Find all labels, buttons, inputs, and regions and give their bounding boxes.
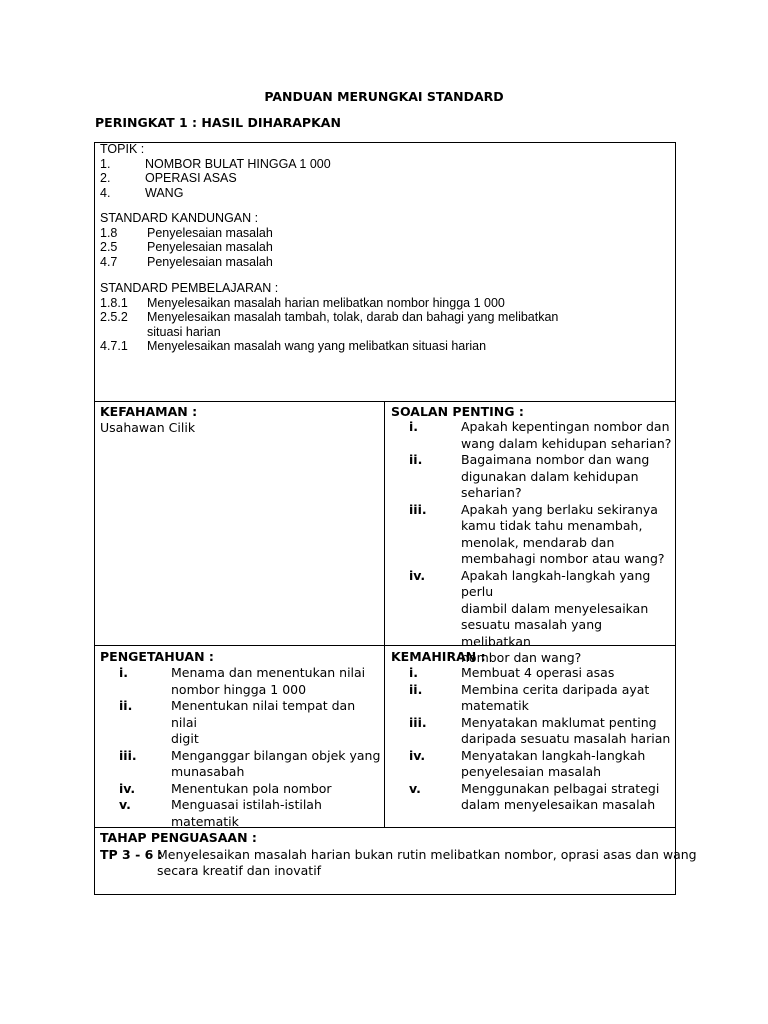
topik-label: TOPIK : xyxy=(100,142,145,156)
document-title: PANDUAN MERUNGKAI STANDARD xyxy=(264,89,504,104)
pembelajaran-item: 4.7.1 Menyelesaikan masalah wang yang melibatkan situasi harian xyxy=(100,339,487,353)
standard-pembelajaran-label: STANDARD PEMBELAJARAN : xyxy=(100,281,279,295)
list-item: i. Menama dan menentukan nilai nombor hingga 1 000 xyxy=(119,665,366,697)
list-item: ii. Membina cerita daripada ayat matematik xyxy=(409,681,650,713)
topik-section xyxy=(100,142,331,200)
list-item: iv. Menentukan pola nombor xyxy=(119,780,332,796)
pembelajaran-item: 2.5.2 Menyelesaikan masalah tambah, tolak, darab dan bahagi yang melibatkan xyxy=(100,310,559,324)
soalan-penting-list xyxy=(385,419,675,667)
list-item: v. Menguasai istilah-istilah matematik xyxy=(119,797,322,829)
kefahaman-label: KEFAHAMAN : xyxy=(100,404,198,419)
pengetahuan-label: PENGETAHUAN : xyxy=(100,649,214,664)
kandungan-item: 4.7 Penyelesaian masalah xyxy=(100,254,273,269)
pembelajaran-item: 1.8.1 Menyelesaikan masalah harian melibatkan nombor hingga 1 000 xyxy=(100,295,505,310)
topik-item: 4. WANG xyxy=(100,185,184,200)
pembelajaran-item-continued: situasi harian xyxy=(147,324,221,339)
list-item: iii. Menyatakan maklumat penting daripada sesuatu masalah harian xyxy=(409,714,671,746)
tahap-penguasaan-label: TAHAP PENGUASAAN : xyxy=(100,830,257,845)
list-item: i. Membuat 4 operasi asas xyxy=(409,665,615,680)
topik-item: 2. OPERASI ASAS xyxy=(100,171,237,185)
soalan-penting-label: SOALAN PENTING : xyxy=(391,404,524,419)
kefahaman-value: Usahawan Cilik xyxy=(100,420,196,435)
kefahaman-cell xyxy=(94,401,385,646)
list-item: ii. Bagaimana nombor dan wang digunakan dalam kehidupan seharian? xyxy=(409,452,650,500)
standard-kandungan-section xyxy=(100,211,273,269)
pengetahuan-list xyxy=(95,665,383,830)
standard-kandungan-label: STANDARD KANDUNGAN : xyxy=(100,211,259,225)
kemahiran-label: KEMAHIRAN : xyxy=(391,649,486,664)
kemahiran-list xyxy=(385,665,675,814)
list-item: iv. Apakah langkah-langkah yang perlu diambil dalam menyelesaikan sesuatu masalah yang melibatkan nombor dan wang? xyxy=(409,567,651,665)
kandungan-item: 2.5 Penyelesaian masalah xyxy=(100,240,273,254)
document-subtitle: PERINGKAT 1 : HASIL DIHARAPKAN xyxy=(95,115,341,130)
list-item: ii. Menentukan nilai tempat dan nilai digit xyxy=(119,698,356,746)
list-item: i. Apakah kepentingan nombor dan wang dalam kehidupan seharian? xyxy=(409,419,672,451)
list-item: iv. Menyatakan langkah-langkah penyelesaian masalah xyxy=(409,747,646,779)
standard-pembelajaran-section xyxy=(100,281,558,354)
list-item: iii. Menganggar bilangan objek yang munasabah xyxy=(119,747,381,779)
tahap-penguasaan-line1 xyxy=(100,847,697,862)
kandungan-item: 1.8 Penyelesaian masalah xyxy=(100,225,273,240)
tp-description: Menyelesaikan masalah harian bukan rutin melibatkan nombor, oprasi asas dan wang xyxy=(157,847,697,862)
list-item: iii. Apakah yang berlaku sekiranya kamu tidak tahu menambah, menolak, mendarab dan membahagi nombor atau wang? xyxy=(409,501,665,566)
tahap-penguasaan-line2: secara kreatif dan inovatif xyxy=(157,863,322,878)
list-item: v. Menggunakan pelbagai strategi dalam menyelesaikan masalah xyxy=(409,780,660,812)
topik-item: 1. NOMBOR BULAT HINGGA 1 000 xyxy=(100,156,331,171)
tp-prefix: TP 3 - 6 : xyxy=(100,847,163,862)
